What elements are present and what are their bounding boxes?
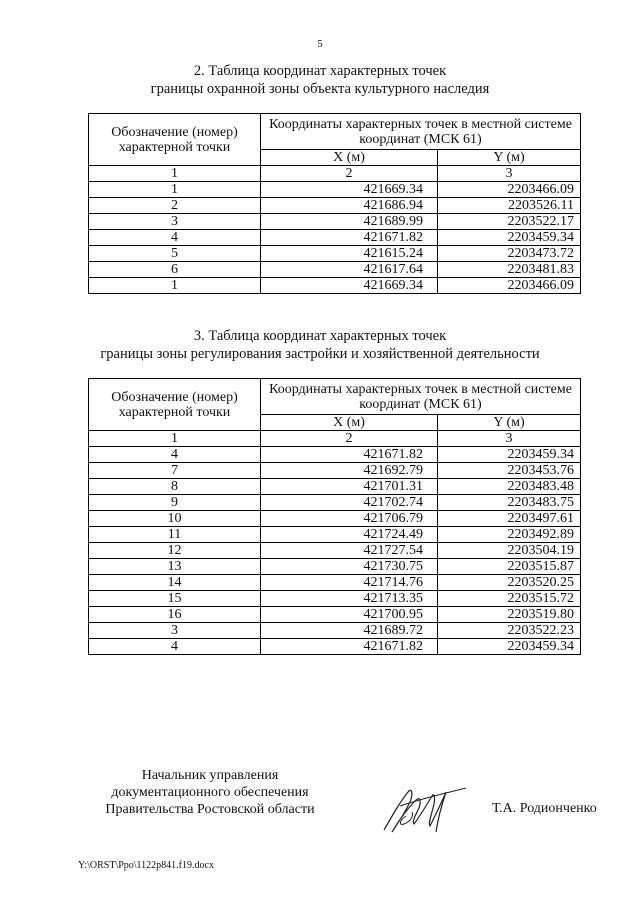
table1-title-line2: границы охранной зоны объекта культурного наследия (150, 81, 490, 97)
table-row (89, 262, 581, 278)
point-cell: 15 (89, 591, 261, 607)
table-row (89, 246, 581, 262)
index-cell: 1 (89, 166, 261, 182)
point-cell: 5 (89, 246, 261, 262)
point-cell: 12 (89, 543, 261, 559)
point-cell: 3 (89, 623, 261, 639)
point-cell: 1 (89, 278, 261, 294)
x-cell: 421671.82 (261, 447, 438, 463)
table1-title (0, 62, 640, 98)
y-cell: 2203483.48 (438, 479, 581, 495)
position-line3: Правительства Ростовской области (105, 802, 315, 817)
page-number: 5 (317, 38, 323, 50)
y-cell: 2203481.83 (438, 262, 581, 278)
table-row (89, 230, 581, 246)
y-cell: 2203522.17 (438, 214, 581, 230)
y-cell: 2203466.09 (438, 278, 581, 294)
position-line2: документационного обеспечения (111, 785, 309, 800)
file-path: Y:\ORST\Ppo\1122p841.f19.docx (78, 860, 214, 871)
y-cell: 2203526.11 (438, 198, 581, 214)
x-cell: 421617.64 (261, 262, 438, 278)
x-cell: 421727.54 (261, 543, 438, 559)
index-cell: 2 (261, 166, 438, 182)
point-cell: 1 (89, 182, 261, 198)
table-row (89, 447, 581, 463)
table-row (89, 182, 581, 198)
point-cell: 6 (89, 262, 261, 278)
header-y: Y (м) (438, 150, 581, 166)
table-row (89, 543, 581, 559)
point-cell: 13 (89, 559, 261, 575)
coordinates-table-protection-zone (88, 113, 581, 294)
table-row (89, 198, 581, 214)
point-cell: 3 (89, 214, 261, 230)
table1-title-line1: 2. Таблица координат характерных точек (193, 63, 447, 79)
header-coordinates: Координаты характерных точек в местной системе координат (МСК 61) (261, 114, 581, 150)
table-row (89, 559, 581, 575)
header-coordinates: Координаты характерных точек в местной системе координат (МСК 61) (261, 379, 581, 415)
index-row (89, 431, 581, 447)
y-cell: 2203459.34 (438, 230, 581, 246)
x-cell: 421669.34 (261, 182, 438, 198)
header-point-designation: Обозначение (номер) характерной точки (89, 379, 261, 431)
x-cell: 421724.49 (261, 527, 438, 543)
header-x: X (м) (261, 150, 438, 166)
coordinates-table-regulation-zone (88, 378, 581, 655)
point-cell: 4 (89, 230, 261, 246)
point-cell: 14 (89, 575, 261, 591)
x-cell: 421689.99 (261, 214, 438, 230)
point-cell: 4 (89, 447, 261, 463)
table-row (89, 575, 581, 591)
y-cell: 2203520.25 (438, 575, 581, 591)
x-cell: 421671.82 (261, 639, 438, 655)
signatory-position (88, 767, 332, 818)
x-cell: 421692.79 (261, 463, 438, 479)
point-cell: 2 (89, 198, 261, 214)
x-cell: 421702.74 (261, 495, 438, 511)
y-cell: 2203459.34 (438, 639, 581, 655)
index-cell: 3 (438, 166, 581, 182)
x-cell: 421701.31 (261, 479, 438, 495)
table-row (89, 591, 581, 607)
y-cell: 2203453.76 (438, 463, 581, 479)
y-cell: 2203466.09 (438, 182, 581, 198)
table-row (89, 463, 581, 479)
x-cell: 421671.82 (261, 230, 438, 246)
header-x: X (м) (261, 415, 438, 431)
y-cell: 2203522.23 (438, 623, 581, 639)
x-cell: 421686.94 (261, 198, 438, 214)
table-row (89, 479, 581, 495)
table2-title-line2: границы зоны регулирования застройки и хозяйственной деятельности (100, 346, 540, 362)
x-cell: 421730.75 (261, 559, 438, 575)
x-cell: 421714.76 (261, 575, 438, 591)
point-cell: 4 (89, 639, 261, 655)
table-row (89, 527, 581, 543)
y-cell: 2203504.19 (438, 543, 581, 559)
table-row (89, 278, 581, 294)
position-line1: Начальник управления (141, 768, 279, 783)
table-row (89, 511, 581, 527)
x-cell: 421700.95 (261, 607, 438, 623)
point-cell: 7 (89, 463, 261, 479)
x-cell: 421706.79 (261, 511, 438, 527)
signer-name: Т.А. Родионченко (492, 801, 597, 816)
point-cell: 10 (89, 511, 261, 527)
x-cell: 421713.35 (261, 591, 438, 607)
y-cell: 2203459.34 (438, 447, 581, 463)
point-cell: 16 (89, 607, 261, 623)
point-cell: 11 (89, 527, 261, 543)
table2-title-line1: 3. Таблица координат характерных точек (193, 328, 447, 344)
point-cell: 8 (89, 479, 261, 495)
table2-title (0, 327, 640, 363)
table-row (89, 639, 581, 655)
handwritten-signature (378, 776, 470, 842)
y-cell: 2203519.80 (438, 607, 581, 623)
y-cell: 2203483.75 (438, 495, 581, 511)
table-row (89, 495, 581, 511)
y-cell: 2203515.87 (438, 559, 581, 575)
index-cell: 1 (89, 431, 261, 447)
y-cell: 2203492.89 (438, 527, 581, 543)
index-cell: 3 (438, 431, 581, 447)
table-row (89, 214, 581, 230)
point-cell: 9 (89, 495, 261, 511)
table-row (89, 607, 581, 623)
y-cell: 2203515.72 (438, 591, 581, 607)
header-point-designation: Обозначение (номер) характерной точки (89, 114, 261, 166)
header-y: Y (м) (438, 415, 581, 431)
y-cell: 2203473.72 (438, 246, 581, 262)
x-cell: 421689.72 (261, 623, 438, 639)
index-cell: 2 (261, 431, 438, 447)
x-cell: 421669.34 (261, 278, 438, 294)
table-row (89, 623, 581, 639)
y-cell: 2203497.61 (438, 511, 581, 527)
x-cell: 421615.24 (261, 246, 438, 262)
index-row (89, 166, 581, 182)
